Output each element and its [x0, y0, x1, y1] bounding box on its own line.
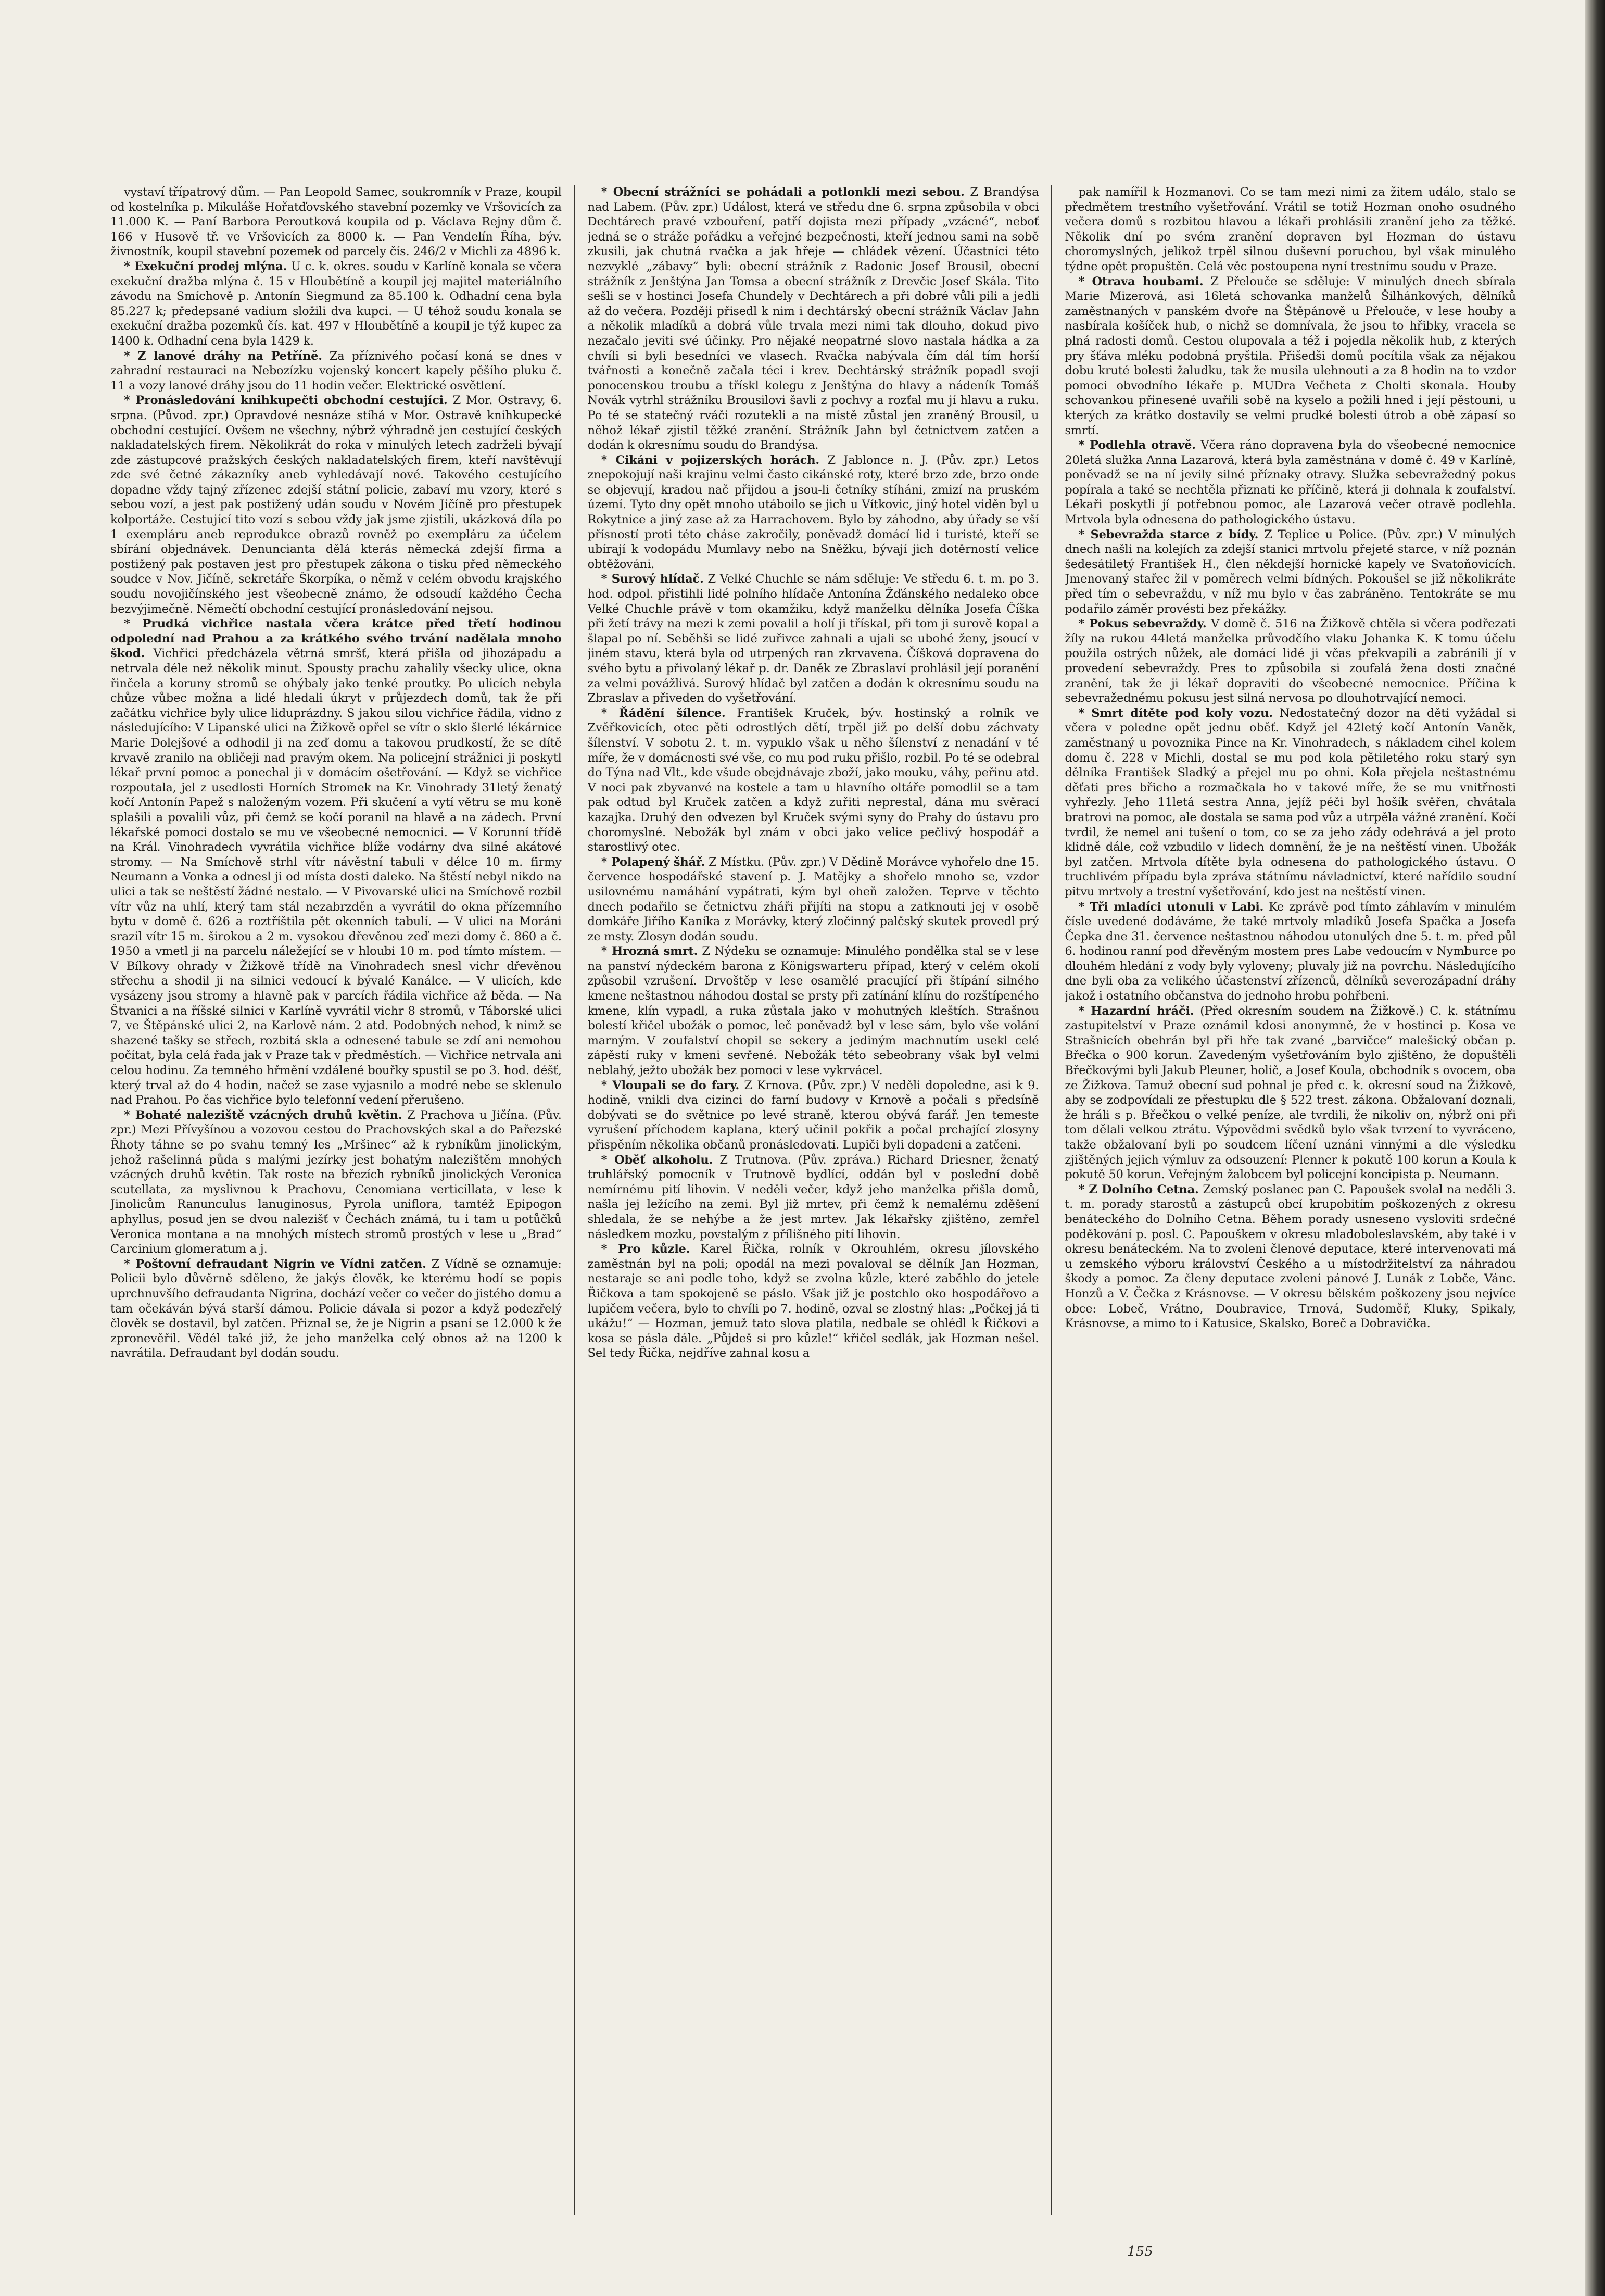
- article-paragraph: * Oběť alkoholu. Z Trutnova. (Pův. zpráva.) Richard Driesner, ženatý truhlářský pomocník v Trutnově bydlící, oddán byl v poslední době nemírnému pití lihovin. V neděli večer, když jeho manželka přišla domů, našla jej ležícího na zemi. Byl již mrtev, při čemž k nemalému zděšení shledala, že se nehýbe a že jest mrtev. Jak lékařsky zjištěno, zemřel následkem mozku, povstalým z přílišného pití lihovin.: [587, 1153, 1039, 1241]
- article-paragraph: * Cikáni v pojizerských horách. Z Jablonce n. J. (Pův. zpr.) Letos znepokojují naši krajinu velmi často cikánské roty, které brzo zde, brzo onde se objevují, kradou nač přijdou a jsou-li četníky stíháni, zmizí na pruském území. Tyto dny opět mnoho utáboilo se jich u Vítkovic, jiný hotel viděn byl u Rokytnice a jiný zase až za Harrachovem. Bylo by záhodno, aby úřady se vší přísností proti této cháse zakročily, poněvadž domácí lid i turisté, kteří se ubírají k vodopádu Mumlavy nebo na Sněžku, bývají jich dotěrností velice obtěžováni.: [587, 453, 1039, 571]
- article-paragraph: * Z Dolního Cetna. Zemský poslanec pan C. Papoušek svolal na neděli 3. t. m. porady starostů a zástupců obcí krupobitím poškozených z okresu benáteckého do Dolního Cetna. Během porady usneseno vysloviti srdečné poděkování p. posl. C. Papouškem v okresu mladoboleslavském, aby také i v okresu benáteckém. Na to zvoleni členové deputace, které intervenovati má u zemského výboru království Českého a u místodržitelství za náhradou škody a pomoc. Za členy deputace zvoleni pánové J. Lunák z Lobče, Vánc. Honzů a V. Čečka z Krásnovse. — V okresu bělském poškozeny jsou nejvíce obce: Lobeč, Vrátno, Doubravice, Trnová, Sudoměř, Kluky, Spikaly, Krásnovse, a mimo to i Katusice, Skalsko, Boreč a Dobravička.: [1065, 1182, 1516, 1331]
- page-number-mark: 155: [1127, 2244, 1153, 2260]
- article-paragraph: * Smrt dítěte pod koly vozu. Nedostatečný dozor na děti vyžádal si včera v poledne opět jednu oběť. Když jel 42letý kočí Antonín Vaněk, zaměstnaný u povoznika Pince na Kr. Vinohradech, s nákladem cihel kolem domu č. 228 v Michli, dostal se mu pod kola pětiletého roku starý syn dělníka František Sladký a přejel mu po ohni. Kola přejela neštastnému děťati pres břicho a rozmačkala ho v takové míře, že se mu vnitřnosti vyhřezly. Jeho 11letá sestra Anna, jejíž péči byl hošík svěřen, chvátala bratrovi na pomoc, ale dostala se sama pod vůz a utrpěla vážné zranění. Kočí tvrdil, že nemel ani tušení o tom, co se za jeho zády odehrává a jel proto klidně dále, což vzbudilo v lidech domnění, že je na neštěstí vinen. Ubožák byl zatčen. Mrtvola dítěte byla odnesena do pathologického ústavu. O truchlivém případu byla zpráva státnímu návladnictví, které nařídilo soudní pitvu mrtvoly a trestní vyšetřování, kdo jest na neštěstí vinen.: [1065, 706, 1516, 899]
- article-paragraph: * Pokus sebevraždy. V domě č. 516 na Žižkově chtěla si včera podřezati žíly na rukou 44letá manželka průvodčího vlaku Johanka K. K tomu účelu použila ostrých nůžek, ale domácí lidé ji včas překvapili a zabránili jí v provedení sebevraždy. Pres to způsobila si zoufalá žena dosti značné zranění, tak že ji lékař dopraviti do všeobecné nemocnice. Příčina k sebevražednému pokusu jest silná nervosa po dlouhotrvající nemoci.: [1065, 617, 1516, 705]
- article-paragraph: vystaví třípatrový dům. — Pan Leopold Samec, soukromník v Praze, koupil od kostelníka p. Mikuláše Hořatďovského stavební pozemky ve Vršovicích za 11.000 K. — Paní Barbora Peroutková koupila od p. Václava Rejny dům č. 166 v Husově tř. ve Vršovicích za 8000 k. — Pan Vendelín Říha, býv. živnostník, koupil stavební pozemek od parcely čís. 246/2 v Michli za 4896 k.: [110, 185, 562, 259]
- article-paragraph: * Z lanové dráhy na Petříně. Za příznivého počasí koná se dnes v zahradní restauraci na Nebozízku vojenský koncert kapely pěšího pluku č. 11 a vozy lanové dráhy jsou do 11 hodin večer. Elektrické osvětlení.: [110, 349, 562, 393]
- article-paragraph: * Pronásledování knihkupečti obchodní cestujíci. Z Mor. Ostravy, 6. srpna. (Původ. zpr.) Opravdové nesnáze stíhá v Mor. Ostravě knihkupecké obchodní cestující. Ovšem ne všechny, nýbrž výhradně jen cestující českých nakladatelských firem. Několikrát do roka v minulých letech zadrželi bývají zde zástupcové pražských českých nakladatelských firem, kteří navštěvují zde své četné zákazníky aneb vyhledávají nové. Takového cestujícího dopadne vždy tajný zřízenec zdejší státní policie, zabaví mu vzory, které s sebou vozí, a jest pak postižený udán soudu v Novém Jičíně pro přestupek kolportáže. Cestující tito vozí s sebou vždy jak jsme zjistili, ukázková díla po 1 exempláru aneb reprodukce obrazů rovněž po exempláru za účelem sbírání objednávek. Denunciantа dělá kterás německá zdejší firma a postižený pak postaven jest pro přestupek zákona o tisku před německého soudce v Nov. Jičíně, sekretáře Škorpíka, o němž v celém obvodu krajského soudu novojičínského jest všeobecně známo, že odsoudí každého Čecha bezvýjimečně. Němečtí obchodní cestující pronásledování nejsou.: [110, 394, 562, 616]
- article-paragraph: * Exekuční prodej mlýna. U c. k. okres. soudu v Karlíně konala se včera exekuční dražba mlýna č. 15 v Hloubětíně a koupil jej majitel materiálního závodu na Smíchově p. Antonín Siegmund za 85.100 k. Odhadní cena byla 85.227 k; předepsané vadium složili dva kupci. — U téhož soudu konala se exekuční dražba pozemků čís. kat. 497 v Hloubětíně a koupil je týž kupec za 1400 k. Odhadní cena byla 1429 k.: [110, 259, 562, 348]
- article-paragraph: * Hrozná smrt. Z Nýdeku se oznamuje: Minulého pondělka stal se v lese na panství nýdeckém barona z Königswarteru případ, který v celém okolí způsobil vzrušení. Drvoštěp v lese osamělé pracující při štípání silného kmene neštastnou náhodou dostal se prsty při zatínání klínu do rozštípeného kmene, klín vypadl, a ruka zůstala jako v mohutných kleštích. Strašnou bolestí křičel ubožák o pomoc, leč poněvadž byl v lese sám, bylo vše volání marným. V zoufalství chopil se sekery a jediným machnutím usekl celé zápěstí ruky v kmeni sevřené. Nebožák této sebeobrany však byl velmi neblahý, ježto ubožák bez pomoci v lese vykrvácel.: [587, 944, 1039, 1078]
- article-paragraph: * Hazardní hráči. (Před okresním soudem na Žižkově.) C. k. státnímu zastupitelství v Praze oznámil kdosi anonymně, že v hostinci p. Kosa ve Strašnicích obehrán byl při hře tak zvané „barvičce“ malešický občan p. Břečka o 900 korun. Zavedeným vyšetřováním bylo zjištěno, že dopuštěli Břečkovými byli Jakub Pleuner, holič, a Josef Koula, obchodník s ovocem, oba ze Žižkova. Tamuž obecní sud pohnal je před c. k. okresní soud na Žižkově, aby se zodpovídali ze přestupku dle § 522 trest. zákona. Obžalovaní doznali, že hráli s p. Břečkou o velké peníze, ale tvrdili, že nikoliv on, nýbrž oni při tom dělali velkou ztrátu. Výpovědmi svědků bylo však tvrzení to vyvráceno, takže obžalovaní byli po soudcem líčení uznáni vinnými a dle výsledku zjištěných jejich výmluv za odsouzení: Plenner k pokutě 100 korun a Koula k pokutě 50 korun. Veřejným žalobcem byl policejní koncipista p. Neumann.: [1065, 1004, 1516, 1182]
- column-3: [1065, 185, 1516, 2215]
- article-paragraph: * Tři mladíci utonuli v Labi. Ke zprávě pod tímto záhlavím v minulém čísle uvedené dodáváme, že také mrtvoly mladíků Josefa Spačka a Josefa Čepka dne 31. července neštastnou náhodou utonulých dne 5. t. m. před půl 6. hodinou ranní pod dřevěným mostem pres Labe vedoucím v Nymburce po dlouhém hledání z vody byly vyloveny; pluvaly již na povrchu. Následujícího dne byli oba za velikého účastenství zřízenců, dělníků severozápadní dráhy jakož i ostatního občanstva do jednoho hrobu pohřbeni.: [1065, 900, 1516, 1003]
- column-2: [588, 185, 1039, 2215]
- article-paragraph: * Vloupali se do fary. Z Krnova. (Pův. zpr.) V neděli dopoledne, asi k 9. hodině, vnikli dva cizinci do farní budovy v Krnově a počali s předsíně dobývati se do světnice po levé straně, kterou obývá farář. Jen temeste vyrušení příchodem kaplana, který učinil pokřik a počal prchající zlosyny přispěním několika občanů pronásledovati. Lupiči byli dopadeni a zatčeni.: [587, 1078, 1039, 1152]
- article-paragraph: * Bohaté naleziště vzácných druhů květin. Z Prachova u Jičína. (Pův. zpr.) Mezi Přívyšínou a vozovou cestou do Prachovských skal a do Pařezské Řhoty táhne se po svahu temný les „Mršinec“ až k rybníkům jinolickým, jehož rašelinná půda s malými jezírky jest bohatým nalezištěm mnohých vzácných druhů květin. Tak roste na březích rybníků jinolických Veronica scutellata, za myslivnou k Prachovu, Cenomiana verticillata, v lese k Jinolicům Ranunculus lanuginosus, Pyrola uniflora, tamtéž Epipogon aphyllus, posud jen se dvou nalezišť v Čechách známá, tu i tam u potůčků Veronica montana a na mnohých místech stromů prostých v lese u „Brad“ Carcinium glomeratum a j.: [110, 1108, 562, 1256]
- article-paragraph: pak namířil k Hozmanovi. Co se tam mezi nimi za žitem událo, stalo se předmětem trestního vyšetřování. Vrátil se totiž Hozman onoho osudného večera domů s rozbitou hlavou a lékaři prohlásili zranění jeho za těžké. Několik dní po svém zranění dopraven byl Hozman do ústavu choromyslných, jelikož trpěl silnou duševní poruchou, byl však minulého týdne opět propuštěn. Celá věc postoupena nyní trestnímu soudu v Praze.: [1065, 185, 1516, 273]
- scan-edge: [1585, 0, 1605, 2296]
- article-paragraph: * Surový hlídač. Z Velké Chuchle se nám sděluje: Ve středu 6. t. m. po 3. hod. odpol. přistihli lidé polního hlídače Antonína Žďánského nedaleko obce Velké Chuchle právě v tom okamžiku, když manželku dělníka Josefa Číška při žetí trávy na mezi k zemi povalil a holí ji třískal, při tom ji surově kopal a šlapal po ní. Seběhši se lidé zuřivce zahnali a ujali se ubohé ženy, jsoucí v jiném stavu, která byla od utrpených ran zkrvavena. Číšková dopravena do svého bytu a přivolaný lékař p. dr. Daněk ze Zbraslaví prohlásil její poranění za velmi povážlivá. Surový hlídač byl zatčen a dodán k okresnímu soudu na Zbraslav a přiveden do vyšetřování.: [587, 572, 1039, 705]
- article-paragraph: * Řádění šílence. František Kruček, býv. hostinský a rolník ve Zvěřkovicích, otec pěti odrostlých dětí, trpěl již po delší dobu záchvaty šílenství. V sobotu 2. t. m. vypuklo však u něho šílenství z nenadání v té míře, že v domácnosti své vše, co mu pod ruku přišlo, rozbil. Po té se odebral do Týna nad Vlt., kde všude obejdnávaje zboží, jako mouku, váhy, peřinu atd. V noci pak zbyvanvé na kostele a tam u hlavního oltáře pomodlil se a tam pak odtud byl Kruček zatčen a když zuřiti neprestal, dána mu svěrací kazajka. Druhý den odvezen byl Kruček svými syny do Prahy do ústavu pro choromyslné. Nebožák byl znám v obci jako velice pečlivý hospodář a starostlivý otec.: [587, 706, 1039, 854]
- column-rule: [1051, 185, 1052, 2215]
- article-paragraph: * Poštovní defraudant Nigrin ve Vídni zatčen. Z Vídně se oznamuje: Policii bylo důvěrně sděleno, že jakýs člověk, ke kterému hodí se popis uprchnuvšího defraudanta Nigrina, dochází večer co večer do jistého domu a tam očekáván bývá starší dámou. Policie dávala si pozor a když podezřelý člověk se dostavil, byl zatčen. Přiznal se, že je Nigrin a psaní se 12.000 k že zpronevěřil. Vědél také již, že jeho manželka celý obnos až na 1200 k navrátila. Defraudant byl dodán soudu.: [110, 1257, 562, 1360]
- article-paragraph: * Podlehla otravě. Včera ráno dopravena byla do všeobecné nemocnice 20letá služka Anna Lazarová, která byla zaměstnána v domě č. 49 v Karlíně, poněvadž se na ní jevily silné příznaky otravy. Služka sebevražedný pokus popírala a také se nechtěla přiznati ke příčině, která ji dohnala k zoufalství. Lékaři poskytli jí potřebnou pomoc, ale Lazarová večer otravě podlehla. Mrtvola byla odnesena do pathologického ústavu.: [1065, 438, 1516, 527]
- article-paragraph: * Sebevražda starce z bídy. Z Teplice u Police. (Pův. zpr.) V minulých dnech našli na kolejích za zdejší stanici mrtvolu přejeté starce, v níž poznán šedesátiletý František H., člen někdejší hornické kapely ve Svatoňovicích. Jmenovaný stařec žil v poměrech velmi bídných. Pokoušel se již několikráte před tím o sebevraždu, v níž mu bylo v čas zabráněno. Tentokráte se mu podařilo záměr provésti bez překážky.: [1065, 527, 1516, 616]
- article-paragraph: * Prudká vichřice nastala včera krátce před třetí hodinou odpolední nad Prahou a za krátkého svého trvání nadělala mnoho škod. Vichřici předcházela větrná smršť, která přišla od jihozápadu a netrvala déle než několik minut. Spousty prachu zahalily všecky ulice, okna řinčela a koruny stromů se ohýbaly jako tenké proutky. Po ulicích nebyla chůze vůbec možna a lidé hledali úkryt v průjezdech domů, tak že při začátku vichřice byly ulice liduprázdny. S jakou silou vichřice řádila, vidno z následujícího: V Lipanské ulici na Žižkově opřel se vítr o sklo šlerlé lékárnice Marie Dolejšové a odhodil ji na zeď domu a takovou prudkostí, že se dítě krvavě zranilo na obličeji nad pravým okem. Na policejní strážnici ji poskytl lékař první pomoc a ponechal ji v domácím ošetřování. — Když se vichřice rozpoutala, jel z usedlosti Horních Stromek na Kr. Vinohrady 31letý ženatý kočí Antonín Papež s naloženým vozem. Při skučení a vytí větru se mu koně splašili a povalili vůz, při čemž se kočí poranil na hlavě a na zádech. První lékařské pomoci dostalo se mu ve všeobecné nemocnici. — V Korunní třídě na Král. Vinohradech vyvrátila vichřice blíže vodárny dva silné akátové stromy. — Na Smíchově strhl vítr návěstní tabuli v délce 10 m. firmy Neumann a Vonka a odnesl ji od místa dosti daleko. Na štěstí nebyl nikdo na ulici a tak se neštěstí žádné nestalo. — V Pivovarské ulici na Smíchově rozbil vítr vůz na uhlí, který tam stál nezabrzděn a vyvrátil do okna přízemního bytu v domě č. 626 a roztříštila pět okenních tabulí. — V ulici na Moráni srazil vítr 15 m. širokou a 2 m. vysokou dřevěnou zeď mezi domy č. 860 a č. 1950 a vmetl ji na parcelu náležející se v hloubi 10 m. pod tímto místem. — V Bílkovy ohrady v Žižkově třídě na Vinohradech snesl vichr dřevěnou střechu a shodil ji na silnici vedoucí k bývalé Kanálce. — V ulicích, kde vysázeny jsou stromy a hlavně pak v parcích řádila vichřice až běda. — Na Štvanici a na říšské silnici v Karlíně vyvrátil vichr 8 stromů, v Táborské ulici 7, ve Štěpánské ulici 2, na Karlově nám. 2 atd. Podobných nehod, k nimž se shazené tašky se střech, rozbitá skla a odnesené tabule se zdí ani nemohou počítat, byla celá řada jak v Praze tak v předměstích. — Vichřice netrvala ani celou hodinu. Za temného hřmění vzdálené bouřky spustil se po 3. hod. déšť, který trval až do 4 hodin, načež se zase vyjasnilo a modré nebe se sklenulo nad Prahou. Po čas vichřice bylo telefonní vedení přerušeno.: [110, 617, 562, 1107]
- column-rule: [574, 185, 575, 2215]
- article-paragraph: * Obecní strážníci se pohádali a potlonkli mezi sebou. Z Brandýsa nad Labem. (Pův. zpr.) Událost, která ve středu dne 6. srpna způsobila v obci Dechtárech pravé vzbouření, patří dojista mezi případy „vzácné“, neboť jedná se o stráže pořádku a veřejné bezpečnosti, kteří jednou sami na sobě zkusili, jak chutná rvačka a jak hřeje — chládek vězení. Účastníci této nezvyklé „zábavy“ byli: obecní strážník z Radonic Josef Brousil, obecní strážník z Jenštýna Jan Tomsa a obecní strážník z Drevčic Josef Skála. Tito sešli se v hostinci Josefa Chundely v Dechtárech a při dobré vůli pili a jedli až do večera. Později přisedl k nim i dechtárský obecní strážník Václav Jahn a několik mladíků a dobrá vůle trvala mezi nimi tak dlouho, dokud pivo nezačalo jeviti své účinky. Pro nějaké neopatrné slovo nastala hádka a za chvíli si byli besedníci ve vlasech. Rvačka nabývala čím dál tím horší tvářnosti a konečně začala téci i krev. Dechtárský strážník popadl svoji ponocenskou troubu a třískl kolegu z Jenštýna do hlavy a nádeník Tomáš Novák vytrhl strážníku Brousilovi šavli z pochvy a rozťal mu jí hlavu a ruku. Po té se statečný rváči rozutekli a na místě zůstal jen zraněný Brousil, u něhož lékař zjistil těžké zranění. Strážník Jahn byl četnictvem zatčen a dodán k okresnímu soudu do Brandýsa.: [587, 185, 1039, 452]
- article-paragraph: * Polapený šhář. Z Místku. (Pův. zpr.) V Dědině Morávce vyhořelo dne 15. července hospodářské stavení p. J. Matějky a shořelo mnoho se, vzdor usilovnému namáhání vypátrati, kým byl oheň založen. Teprve v těchto dnech podařilo se četnictvu zháři přijíti na stopu a zatknouti jej v osobě domkáře Jiřího Kaníka z Morávky, který zločinný palčský skutek provedl prý ze msty. Zlosyn dodán soudu.: [587, 855, 1039, 943]
- article-paragraph: * Otrava houbami. Z Přelouče se sděluje: V minulých dnech sbírala Marie Mizerová, asi 16letá schovanka manželů Šilhánkových, dělníků zaměstnaných v panském dvoře na Štěpánově u Přelouče, v lese houby a nasbírala košíček hub, o nichž se domnívala, že jsou to hřibky, vracela se plná radosti domů. Cestou olupovala a též i pojedla několik hub, z kterých pry šťáva mléku podobná pryštila. Přišedši domů pocítila však za nějakou dobu kruté bolesti žaludku, tak že musila ulehnouti a za 8 hodin na to vzdor pomoci obvodního lékaře p. MUDra Večheta z Cholti skonala. Houby schovankou přinesené uvařili sobě na kyselo a požili hned i její pěstouni, u kterých za krátko dostavily se velmi prudké bolesti útrob a obě zápasí so smrtí.: [1065, 274, 1516, 437]
- text-columns: [110, 185, 1516, 2215]
- column-1: [110, 185, 562, 2215]
- article-paragraph: * Pro kůzle. Karel Řička, rolník v Okrouhlém, okresu jílovského zaměstnán byl na poli; opodál na mezi povaloval se dělník Jan Hozman, nestaraje se ani podle toho, když se zvolna kůzle, které zaběhlo do jetele Řičkova a tam spokojeně se páslo. Však již je postchlo oko hospodářovo a lupičem večera, bylo to chvíli po 7. hodině, ozval se zlostný hlas: „Počkej já ti ukážu!“ — Hozman, jemuž tato slova platila, nedbale se ohlédl k Řičkovi a kosa se pásla dále. „Půjdeš si pro kůzle!“ křičel sedlák, jak Hozman nešel. Sel tedy Řička, nejdříve zahnal kosu a: [587, 1242, 1039, 1360]
